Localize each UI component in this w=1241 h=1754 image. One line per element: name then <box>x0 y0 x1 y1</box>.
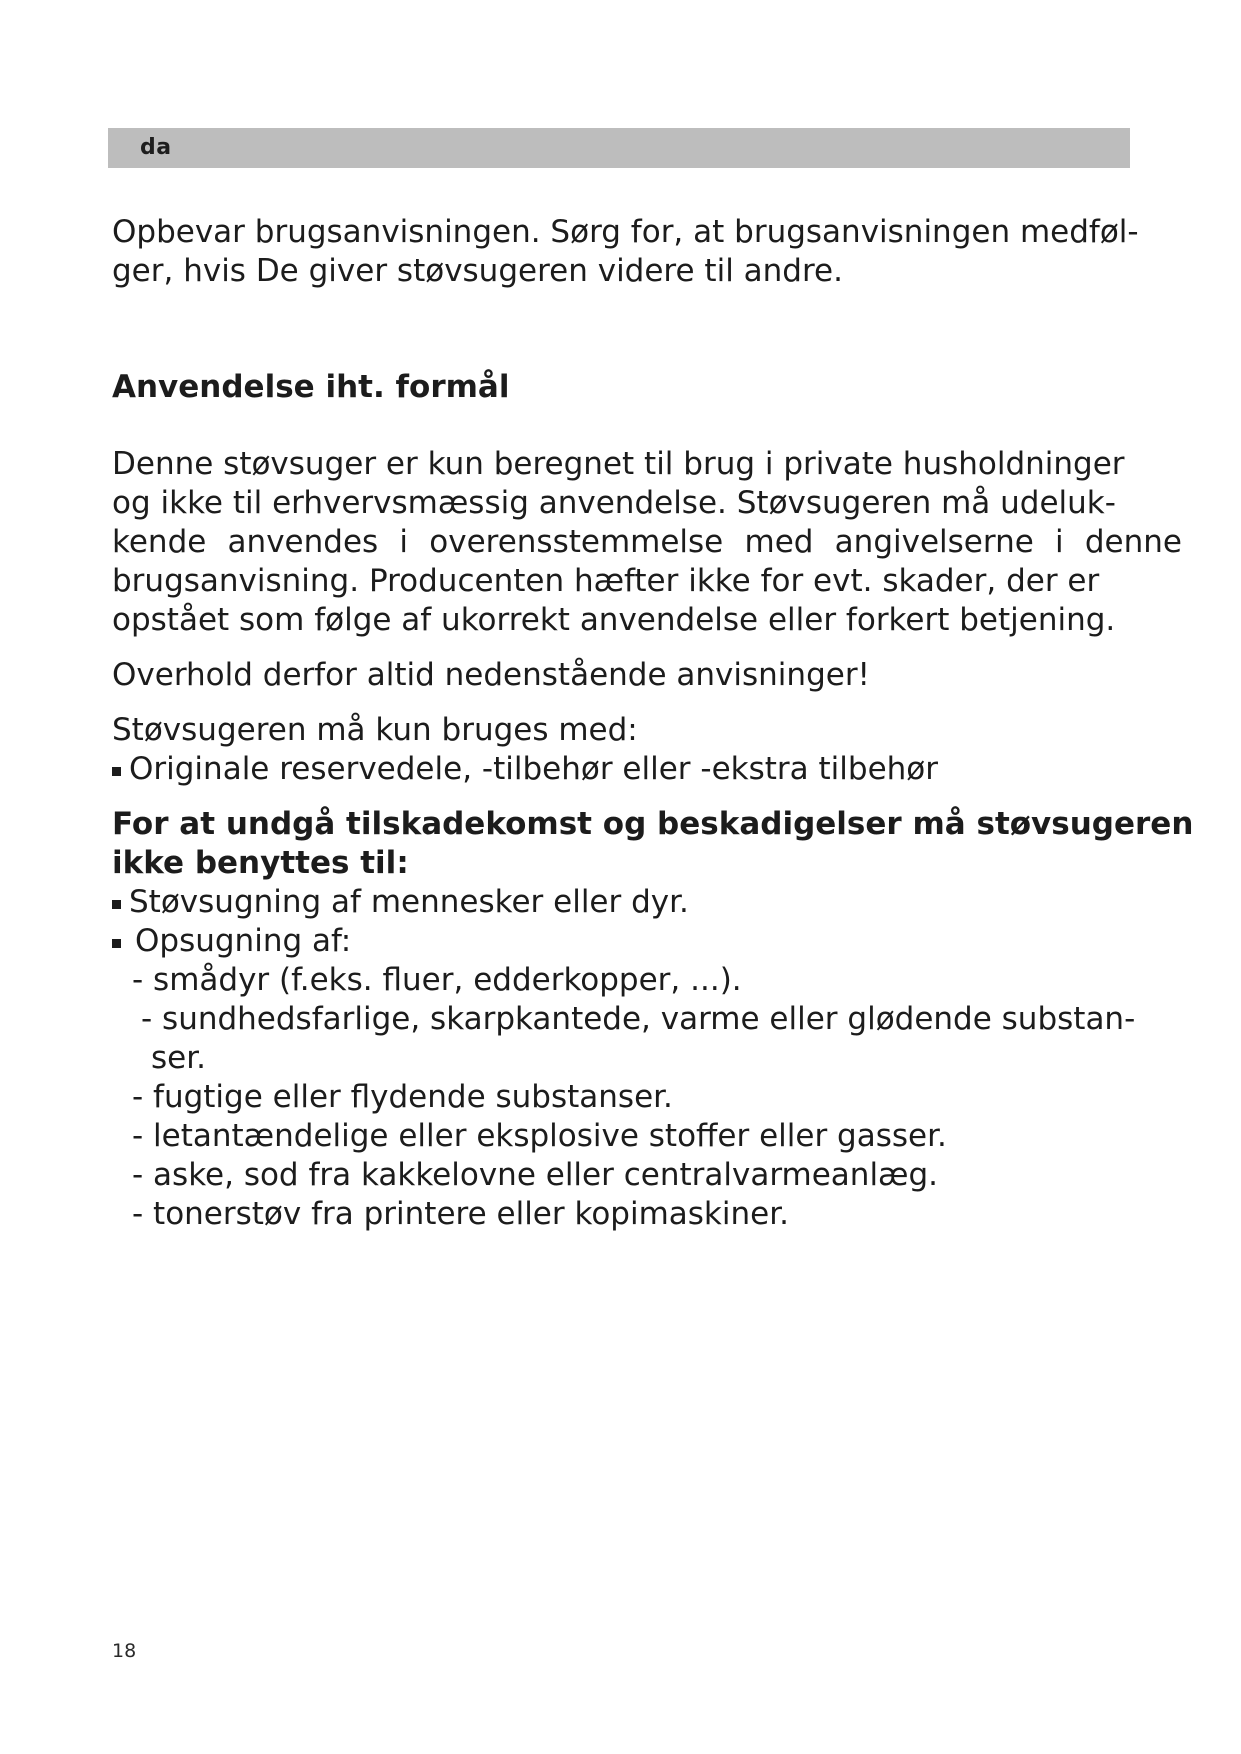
section-title: Anvendelse iht. formål <box>112 369 510 405</box>
language-bar <box>108 128 1130 168</box>
list-item-text: Støvsugning af mennesker eller dyr. <box>129 884 689 920</box>
sub-list-item: - sundhedsfarlige, skarpkantede, varme eller glødende substan- <box>141 1001 1136 1037</box>
paragraph-line-2: og ikke til erhvervsmæssig anvendelse. Støvsugeren må udeluk- <box>112 485 1116 521</box>
bullet-square-icon <box>112 767 121 776</box>
sub-list-item: - smådyr (f.eks. fluer, edderkopper, ...). <box>132 962 742 998</box>
bullet-square-icon <box>112 939 121 948</box>
list-item-text: Opsugning af: <box>135 923 352 959</box>
use-with-intro: Støvsugeren må kun bruges med: <box>112 712 638 748</box>
bullet-square-icon <box>112 900 121 909</box>
page-number: 18 <box>112 1640 137 1662</box>
intro-line-1: Opbevar brugsanvisningen. Sørg for, at brugsanvisningen medføl- <box>112 214 1139 250</box>
warning-heading-line-1: For at undgå tilskadekomst og beskadigelser må støvsugeren <box>112 806 1194 842</box>
list-item <box>112 750 938 789</box>
sub-list-item: - aske, sod fra kakkelovne eller centralvarmeanlæg. <box>132 1157 939 1193</box>
list-item-text: Originale reservedele, -tilbehør eller -ekstra tilbehør <box>129 751 938 787</box>
intro-line-2: ger, hvis De giver støvsugeren videre til andre. <box>112 253 843 289</box>
warning-heading-line-2: ikke benyttes til: <box>112 845 409 881</box>
list-item <box>112 922 351 961</box>
paragraph-line-1: Denne støvsuger er kun beregnet til brug i private husholdninger <box>112 446 1125 482</box>
paragraph-line-3: kende anvendes i overensstemmelse med angivelserne i denne <box>112 524 1182 560</box>
sub-list-item: - fugtige eller flydende substanser. <box>132 1079 673 1115</box>
notice-text: Overhold derfor altid nedenstående anvisninger! <box>112 657 870 693</box>
language-code: da <box>140 135 172 160</box>
sub-list-item-continuation: ser. <box>151 1040 206 1076</box>
paragraph-line-5: opstået som følge af ukorrekt anvendelse eller forkert betjening. <box>112 602 1116 638</box>
paragraph-line-4: brugsanvisning. Producenten hæfter ikke for evt. skader, der er <box>112 563 1100 599</box>
sub-list-item: - letantændelige eller eksplosive stoffer eller gasser. <box>132 1118 947 1154</box>
sub-list-item: - tonerstøv fra printere eller kopimaskiner. <box>132 1196 789 1232</box>
list-item <box>112 883 689 922</box>
